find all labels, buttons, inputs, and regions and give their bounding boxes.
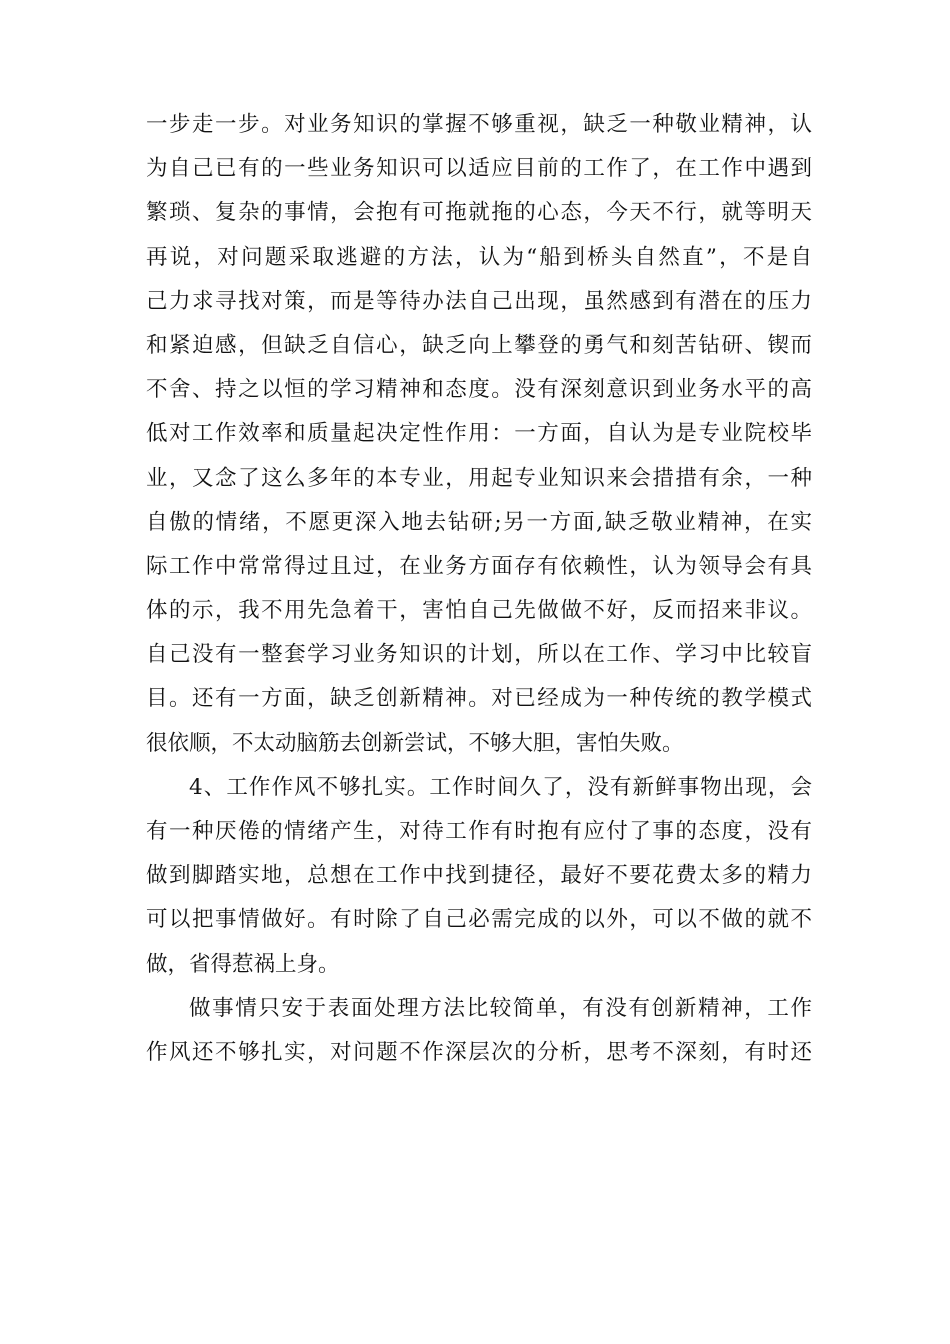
text-line: 低对工作效率和质量起决定性作用：一方面，自认为是专业院校毕 <box>146 421 812 447</box>
text-line: 很依顺，不太动脑筋去创新尝试，不够大胆，害怕失败。 <box>146 730 684 756</box>
text-line: 自己没有一整套学习业务知识的计划，所以在工作、学习中比较盲 <box>146 642 812 668</box>
text-line: 一步走一步。对业务知识的掌握不够重视，缺乏一种敬业精神，认 <box>146 112 812 137</box>
text-line: 际工作中常常得过且过，在业务方面存有依赖性，认为领导会有具 <box>146 553 812 579</box>
text-line: 为自己已有的一些业务知识可以适应目前的工作了，在工作中遇到 <box>146 156 812 182</box>
body-text <box>146 103 812 1075</box>
text-line: 繁琐、复杂的事情，会抱有可拖就拖的心态，今天不行，就等明天 <box>146 200 812 226</box>
text-line: 自傲的情绪，不愿更深入地去钻研;另一方面,缺乏敬业精神，在实 <box>146 509 812 535</box>
text-line: 体的示，我不用先急着干，害怕自己先做做不好，反而招来非议。 <box>146 598 812 624</box>
text-line: 不舍、持之以恒的学习精神和态度。没有深刻意识到业务水平的高 <box>146 377 812 403</box>
text-line: 可以把事情做好。有时除了自己必需完成的以外，可以不做的就不 <box>146 907 812 933</box>
text-line: 目。还有一方面，缺乏创新精神。对已经成为一种传统的教学模式 <box>146 686 812 712</box>
text-line: 4、工作作风不够扎实。工作时间久了，没有新鲜事物出现，会 <box>189 774 812 800</box>
text-line: 业，又念了这么多年的本专业，用起专业知识来会措措有余，一种 <box>146 465 812 491</box>
text-line: 做，省得惹祸上身。 <box>146 951 340 977</box>
text-line: 做到脚踏实地，总想在工作中找到捷径，最好不要花费太多的精力 <box>146 863 812 889</box>
text-line: 己力求寻找对策，而是等待办法自己出现，虽然感到有潜在的压力 <box>146 288 812 314</box>
text-line: 做事情只安于表面处理方法比较简单，有没有创新精神，工作 <box>189 995 812 1021</box>
text-line: 有一种厌倦的情绪产生，对待工作有时抱有应付了事的态度，没有 <box>146 819 812 844</box>
text-line: 再说，对问题采取逃避的方法，认为“船到桥头自然直”，不是自 <box>146 244 812 270</box>
text-line: 和紧迫感，但缺乏自信心，缺乏向上攀登的勇气和刻苦钻研、锲而 <box>146 332 812 358</box>
text-line: 作风还不够扎实，对问题不作深层次的分析，思考不深刻，有时还 <box>146 1039 812 1065</box>
